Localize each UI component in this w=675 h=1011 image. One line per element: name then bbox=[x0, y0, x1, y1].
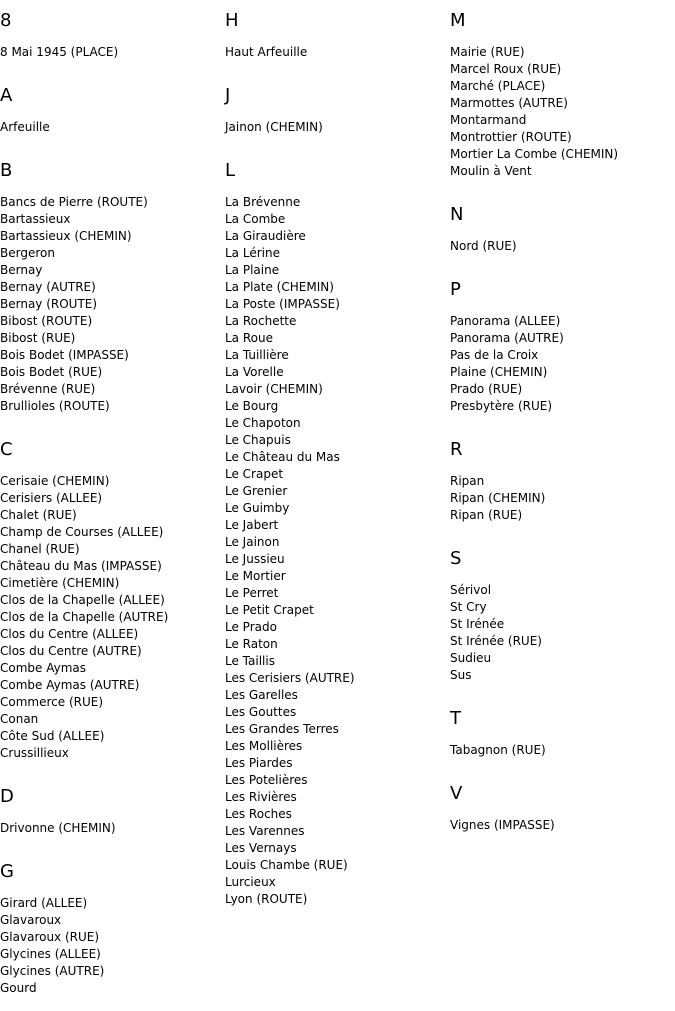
street-entry[interactable]: La Vorelle bbox=[225, 365, 284, 379]
street-entry[interactable]: Pas de la Croix bbox=[450, 348, 539, 362]
street-entry[interactable]: Côte Sud (ALLEE) bbox=[0, 729, 105, 743]
street-entry[interactable]: Glavaroux (RUE) bbox=[0, 930, 100, 944]
street-entry[interactable]: Ripan bbox=[450, 474, 485, 488]
street-entry[interactable]: Bernay (AUTRE) bbox=[0, 280, 96, 294]
street-entry[interactable]: Brévenne (RUE) bbox=[0, 382, 96, 396]
street-entry[interactable]: Marché (PLACE) bbox=[450, 79, 546, 93]
street-entry[interactable]: Le Mortier bbox=[225, 569, 286, 583]
letter-heading: A bbox=[0, 85, 13, 106]
letter-group bbox=[450, 546, 675, 698]
street-entry[interactable]: Combe Aymas bbox=[0, 661, 87, 675]
street-entry[interactable]: Le Chapuis bbox=[225, 433, 291, 447]
street-entry[interactable]: Cimetière (CHEMIN) bbox=[0, 576, 120, 590]
street-entry[interactable]: Sudieu bbox=[450, 651, 492, 665]
letter-group bbox=[225, 83, 450, 150]
street-entry[interactable]: Cerisiers (ALLEE) bbox=[0, 491, 103, 505]
street-entry[interactable]: Nord (RUE) bbox=[450, 239, 517, 253]
street-entry[interactable]: Bibost (RUE) bbox=[0, 331, 76, 345]
street-entry[interactable]: Ripan (RUE) bbox=[450, 508, 523, 522]
street-entry[interactable]: Marcel Roux (RUE) bbox=[450, 62, 562, 76]
street-entry[interactable]: Les Grandes Terres bbox=[225, 722, 339, 736]
street-entry[interactable]: St Cry bbox=[450, 600, 487, 614]
street-entry[interactable]: Tabagnon (RUE) bbox=[450, 743, 546, 757]
street-entry[interactable]: Le Jainon bbox=[225, 535, 280, 549]
street-entry[interactable]: Presbytère (RUE) bbox=[450, 399, 553, 413]
street-entry[interactable]: Les Roches bbox=[225, 807, 292, 821]
street-entry[interactable]: Clos de la Chapelle (ALLEE) bbox=[0, 593, 165, 607]
letter-group bbox=[0, 437, 225, 776]
street-entry[interactable]: Le Jabert bbox=[225, 518, 279, 532]
street-entry[interactable]: Lurcieux bbox=[225, 875, 276, 889]
entry-list bbox=[450, 313, 675, 429]
street-entry[interactable]: Jainon (CHEMIN) bbox=[225, 120, 323, 134]
letter-group bbox=[450, 437, 675, 538]
street-entry[interactable]: Bartassieux bbox=[0, 212, 71, 226]
entry-list bbox=[0, 895, 225, 1011]
letter-group bbox=[450, 277, 675, 429]
street-entry[interactable]: Glycines (AUTRE) bbox=[0, 964, 105, 978]
street-entry[interactable]: Glavaroux bbox=[0, 913, 62, 927]
entry-list bbox=[0, 44, 225, 75]
entry-list bbox=[0, 194, 225, 429]
letter-heading: S bbox=[450, 548, 462, 569]
street-entry[interactable]: Crussillieux bbox=[0, 746, 69, 760]
street-entry[interactable]: Montarmand bbox=[450, 113, 527, 127]
street-entry[interactable]: Le Chapoton bbox=[225, 416, 301, 430]
street-entry[interactable]: Les Cerisiers (AUTRE) bbox=[225, 671, 355, 685]
index-column-2 bbox=[225, 0, 450, 922]
street-entry[interactable]: Le Petit Crapet bbox=[225, 603, 314, 617]
letter-heading: V bbox=[450, 783, 463, 804]
street-entry[interactable]: Montrottier (ROUTE) bbox=[450, 130, 572, 144]
street-entry[interactable]: Combe Aymas (AUTRE) bbox=[0, 678, 140, 692]
letter-group bbox=[0, 8, 225, 75]
street-entry[interactable]: Les Vernays bbox=[225, 841, 297, 855]
street-entry[interactable]: Bancs de Pierre (ROUTE) bbox=[0, 195, 148, 209]
street-entry[interactable]: Bergeron bbox=[0, 246, 55, 260]
street-entry[interactable]: Ripan (CHEMIN) bbox=[450, 491, 546, 505]
street-entry[interactable]: Le Château du Mas bbox=[225, 450, 340, 464]
street-entry[interactable]: Chanel (RUE) bbox=[0, 542, 80, 556]
street-entry[interactable]: La Plate (CHEMIN) bbox=[225, 280, 334, 294]
street-entry[interactable]: Commerce (RUE) bbox=[0, 695, 104, 709]
letter-group bbox=[450, 202, 675, 269]
letter-heading: L bbox=[225, 160, 236, 181]
letter-group bbox=[225, 158, 450, 922]
letter-group bbox=[450, 8, 675, 194]
entry-list bbox=[450, 582, 675, 698]
street-entry[interactable]: Bois Bodet (IMPASSE) bbox=[0, 348, 129, 362]
entry-list bbox=[450, 742, 675, 773]
letter-heading: T bbox=[450, 708, 461, 729]
street-entry[interactable]: Conan bbox=[0, 712, 39, 726]
street-entry[interactable]: Sus bbox=[450, 668, 472, 682]
street-entry[interactable]: Drivonne (CHEMIN) bbox=[0, 821, 116, 835]
letter-group bbox=[0, 784, 225, 851]
street-entry[interactable]: St Irénée bbox=[450, 617, 505, 631]
letter-group bbox=[450, 706, 675, 773]
street-entry[interactable]: Panorama (ALLEE) bbox=[450, 314, 561, 328]
letter-group bbox=[0, 158, 225, 429]
street-entry[interactable]: Arfeuille bbox=[0, 120, 50, 134]
street-entry[interactable]: Brullioles (ROUTE) bbox=[0, 399, 110, 413]
letter-heading: D bbox=[0, 786, 14, 807]
street-entry[interactable]: Bibost (ROUTE) bbox=[0, 314, 93, 328]
street-entry[interactable]: La Rochette bbox=[225, 314, 297, 328]
street-entry[interactable]: La Brévenne bbox=[225, 195, 301, 209]
street-entry[interactable]: La Giraudière bbox=[225, 229, 306, 243]
street-entry[interactable]: Louis Chambe (RUE) bbox=[225, 858, 348, 872]
letter-group bbox=[225, 8, 450, 75]
letter-heading: H bbox=[225, 10, 239, 31]
street-entry[interactable]: La Poste (IMPASSE) bbox=[225, 297, 340, 311]
street-entry[interactable]: Gourd bbox=[0, 981, 37, 995]
street-entry[interactable]: 8 Mai 1945 (PLACE) bbox=[0, 45, 119, 59]
street-entry[interactable]: La Combe bbox=[225, 212, 286, 226]
street-entry[interactable]: Les Rivières bbox=[225, 790, 297, 804]
entry-list bbox=[450, 817, 675, 848]
street-entry[interactable]: Les Potelières bbox=[225, 773, 308, 787]
street-entry[interactable]: Les Piardes bbox=[225, 756, 293, 770]
street-entry[interactable]: Les Mollières bbox=[225, 739, 303, 753]
street-entry[interactable]: Les Gouttes bbox=[225, 705, 297, 719]
street-entry[interactable]: La Plaine bbox=[225, 263, 280, 277]
street-entry[interactable]: Le Guimby bbox=[225, 501, 290, 515]
street-entry[interactable]: Marmottes (AUTRE) bbox=[450, 96, 568, 110]
street-entry[interactable]: Château du Mas (IMPASSE) bbox=[0, 559, 162, 573]
entry-list bbox=[225, 194, 450, 922]
street-entry[interactable]: Vignes (IMPASSE) bbox=[450, 818, 555, 832]
index-column-1 bbox=[0, 0, 225, 1011]
letter-heading: N bbox=[450, 204, 464, 225]
street-entry[interactable]: Lyon (ROUTE) bbox=[225, 892, 308, 906]
entry-list bbox=[0, 473, 225, 776]
street-entry[interactable]: Mortier La Combe (CHEMIN) bbox=[450, 147, 619, 161]
street-entry[interactable]: Le Jussieu bbox=[225, 552, 285, 566]
letter-heading: B bbox=[0, 160, 13, 181]
street-entry[interactable]: Le Raton bbox=[225, 637, 278, 651]
street-entry[interactable]: Glycines (ALLEE) bbox=[0, 947, 101, 961]
street-entry[interactable]: Les Garelles bbox=[225, 688, 298, 702]
street-entry[interactable]: Panorama (AUTRE) bbox=[450, 331, 564, 345]
letter-heading: M bbox=[450, 10, 466, 31]
street-entry[interactable]: Girard (ALLEE) bbox=[0, 896, 88, 910]
index-column-3 bbox=[450, 0, 675, 848]
street-entry[interactable]: Plaine (CHEMIN) bbox=[450, 365, 548, 379]
street-entry[interactable]: St Irénée (RUE) bbox=[450, 634, 542, 648]
street-entry[interactable]: Champ de Courses (ALLEE) bbox=[0, 525, 164, 539]
entry-list bbox=[450, 473, 675, 538]
street-entry[interactable]: Le Grenier bbox=[225, 484, 288, 498]
street-entry[interactable]: La Tuillière bbox=[225, 348, 289, 362]
letter-group bbox=[0, 859, 225, 1011]
street-entry[interactable]: Le Prado bbox=[225, 620, 277, 634]
street-entry[interactable]: La Lérine bbox=[225, 246, 280, 260]
street-entry[interactable]: La Roue bbox=[225, 331, 273, 345]
street-entry[interactable]: Clos du Centre (AUTRE) bbox=[0, 644, 142, 658]
street-entry[interactable]: Cerisaie (CHEMIN) bbox=[0, 474, 110, 488]
street-entry[interactable]: Le Bourg bbox=[225, 399, 279, 413]
street-entry[interactable]: Le Crapet bbox=[225, 467, 284, 481]
street-entry[interactable]: Bernay (ROUTE) bbox=[0, 297, 98, 311]
street-entry[interactable]: Le Perret bbox=[225, 586, 279, 600]
entry-list bbox=[0, 820, 225, 851]
letter-heading: J bbox=[225, 85, 231, 106]
letter-heading: R bbox=[450, 439, 463, 460]
letter-heading: 8 bbox=[0, 10, 12, 31]
street-entry[interactable]: Les Varennes bbox=[225, 824, 305, 838]
entry-list bbox=[225, 119, 450, 150]
street-entry[interactable]: Sérivol bbox=[450, 583, 492, 597]
letter-heading: C bbox=[0, 439, 13, 460]
entry-list bbox=[450, 44, 675, 194]
entry-list bbox=[0, 119, 225, 150]
letter-group bbox=[450, 781, 675, 848]
entry-list bbox=[225, 44, 450, 75]
street-entry[interactable]: Bois Bodet (RUE) bbox=[0, 365, 103, 379]
entry-list bbox=[450, 238, 675, 269]
street-entry[interactable]: Chalet (RUE) bbox=[0, 508, 77, 522]
street-entry[interactable]: Clos du Centre (ALLEE) bbox=[0, 627, 139, 641]
letter-heading: G bbox=[0, 861, 14, 882]
street-entry[interactable]: Prado (RUE) bbox=[450, 382, 523, 396]
street-entry[interactable]: Moulin à Vent bbox=[450, 164, 532, 178]
letter-heading: P bbox=[450, 279, 461, 300]
street-entry[interactable]: Haut Arfeuille bbox=[225, 45, 308, 59]
street-entry[interactable]: Bernay bbox=[0, 263, 43, 277]
street-entry[interactable]: Bartassieux (CHEMIN) bbox=[0, 229, 132, 243]
street-entry[interactable]: Le Taillis bbox=[225, 654, 275, 668]
street-entry[interactable]: Clos de la Chapelle (AUTRE) bbox=[0, 610, 169, 624]
street-entry[interactable]: Lavoir (CHEMIN) bbox=[225, 382, 323, 396]
street-entry[interactable]: Mairie (RUE) bbox=[450, 45, 525, 59]
letter-group bbox=[0, 83, 225, 150]
